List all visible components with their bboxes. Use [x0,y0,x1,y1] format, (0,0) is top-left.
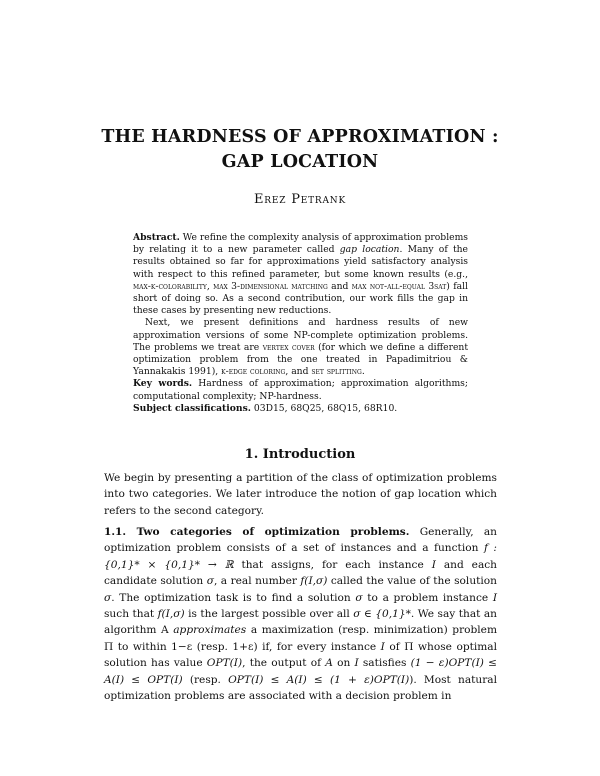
text: and [327,280,352,292]
title-line-1: THE HARDNESS OF APPROXIMATION : [101,127,499,147]
text: , a real number [213,575,301,588]
subsection-paragraph [104,524,497,704]
abstract-label: Abstract. [133,232,180,243]
math: I [492,591,497,604]
math: I [431,558,436,571]
keywords [133,378,468,402]
math: I [354,657,359,670]
abstract-block [133,232,468,415]
section-heading: 1. Introduction [244,447,356,462]
subject-classifications [133,403,468,415]
intro-paragraph [104,470,497,519]
intro-text: We begin by presenting a partition of the class of optimization problems into two categories. We later introduce the notion of gap location which refers to the second category. [104,472,497,517]
text: of Π whose optimal solution has value [104,640,497,670]
problem-name: k-edge coloring [221,366,286,378]
text: , the output of [242,657,326,670]
math: σ [355,591,363,604]
text: . We say that an algorithm A [104,608,498,637]
math: f : {0,1}* × {0,1}* → ℝ [104,542,497,571]
subsection-heading: 1.1. Two categories of optimization problems. [104,526,410,538]
abstract-paragraph-1 [133,232,468,317]
keywords-label: Key words. [133,378,193,390]
subject-label: Subject classifications. [133,402,251,414]
text: to a problem instance [362,591,493,604]
text: . [361,366,365,378]
text: ). Most natural optimization problems are associated with a decision problem in [104,673,497,703]
text: . Many of the results obtained so far for approximations yield satisfactory analysis with respect to this refined parameter, but some known results (e.g., [133,244,468,280]
subsection-text [104,524,497,704]
text: . The optimization task is to find a solution [111,591,356,604]
text: is the largest possible over all [184,608,354,621]
math: σ [206,575,214,588]
subject-text: 03D15, 68Q25, 68Q15, 68R10. [250,402,398,414]
text: Next, we present definitions and hardness results of new approximation versions of some NP-complete optimization problems. The problems we treat are [133,317,468,353]
math: σ ∈ {0,1}* [353,608,411,621]
math: OPT(I) ≤ A(I) ≤ (1 + ε)OPT(I) [228,673,410,686]
emphasis: gap location [339,244,400,256]
emphasis: approximates [173,624,247,637]
abstract-paragraph-2 [133,317,468,378]
math: f(I,σ) [157,608,185,621]
problem-name: max 3-dimensional matching [213,280,328,292]
math: I [380,640,385,653]
text: (resp. [182,673,229,686]
text: on [332,657,355,670]
keywords-text: Hardness of approximation; approximation algorithms; computational complexity; NP-hardness. [133,378,468,402]
author-name: Erez Petrank [253,192,347,207]
paper-title [60,125,540,175]
text: such that [104,608,158,621]
math: σ [104,591,112,604]
text: Generally, an optimization problem consists of a set of instances and a function [104,526,497,555]
problem-name: max not-all-equal 3sat [351,280,447,292]
text: , and [285,366,312,378]
problem-name: max-k-colorability [133,280,207,292]
title-line-2: GAP LOCATION [221,152,379,172]
problem-name: vertex cover [262,341,315,353]
text: (for which we define a different optimization problem from the one treated in Papadimitriou & Yannakakis 1991), [133,341,469,378]
math: A [325,657,333,670]
text: , [206,280,214,292]
text: a maximization (resp. minimization) problem Π to within 1−ε (resp. 1+ε) if, for every instance [104,624,498,653]
text: satisfies [358,657,411,670]
text: ) fall short of doing so. As a second contribution, our work fills the gap in these cases by presenting new reductions. [133,280,468,317]
text: We refine the complexity analysis of approximation problems by relating it to a new parameter called [133,232,468,256]
problem-name: set splitting [311,366,362,378]
math: (1 − ε)OPT(I) ≤ A(I) ≤ OPT(I) [104,657,497,686]
text: and each candidate solution [104,558,498,588]
math: f(I,σ) [300,575,328,588]
text: that assigns, for each instance [233,558,432,571]
text: called the value of the solution [327,575,497,588]
math: OPT(I) [206,657,243,670]
